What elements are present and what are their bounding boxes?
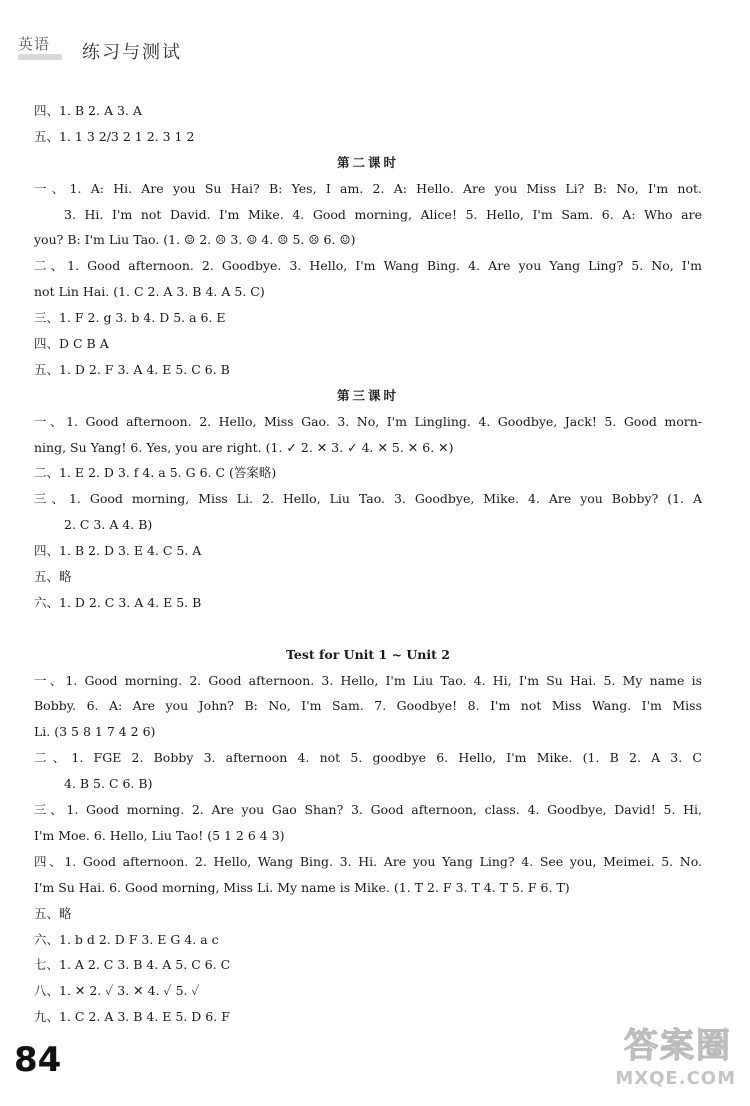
answer-line: 六、1. b d 2. D F 3. E G 4. a c bbox=[34, 931, 219, 947]
answer-line: 二、1. E 2. D 3. f 4. a 5. G 6. C (答案略) bbox=[34, 465, 277, 481]
answer-line: 四、1. B 2. D 3. E 4. C 5. A bbox=[34, 543, 202, 559]
answer-line: I'm Su Hai. 6. Good morning, Miss Li. My name is Mike. (1. T 2. F 3. T 4. T 5. F 6. T) bbox=[34, 879, 570, 895]
answer-line: Bobby. 6. A: Are you John? B: No, I'm Sam. 7. Goodbye! 8. I'm not Miss Wang. I'm Miss bbox=[34, 698, 702, 714]
answer-line: 四、D C B A bbox=[34, 336, 109, 352]
answer-line: 四、1. B 2. A 3. A bbox=[34, 103, 142, 118]
answer-line: 一、1. A: Hi. Are you Su Hai? B: Yes, I am. 2. A: Hello. Are you Miss Li? B: No, I'm not. bbox=[34, 180, 702, 196]
watermark-logo bbox=[606, 1018, 736, 1098]
answer-line: 二、1. FGE 2. Bobby 3. afternoon 4. not 5. goodbye 6. Hello, I'm Mike. (1. B 2. A 3. C bbox=[34, 750, 702, 766]
answer-line: 五、略 bbox=[34, 569, 72, 585]
answer-line: 五、1. D 2. F 3. A 4. E 5. C 6. B bbox=[34, 361, 230, 377]
answer-line: 一、1. Good afternoon. 2. Hello, Miss Gao. 3. No, I'm Lingling. 4. Goodbye, Jack! 5. Good morn- bbox=[34, 413, 702, 429]
answer-line: 三、1. Good morning, Miss Li. 2. Hello, Liu Tao. 3. Goodbye, Mike. 4. Are you Bobby? (1. A bbox=[34, 491, 702, 507]
answer-line: 二、1. Good afternoon. 2. Goodbye. 3. Hello, I'm Wang Bing. 4. Are you Yang Ling? 5. No, I'm bbox=[34, 258, 702, 274]
subject-tag-bar bbox=[18, 54, 62, 60]
answer-line: 五、略 bbox=[34, 905, 72, 921]
page-header bbox=[18, 30, 318, 66]
lesson-heading: 第三课时 bbox=[336, 387, 399, 403]
watermark-url-text: MXQE.COM bbox=[615, 1068, 736, 1089]
answer-line: 九、1. C 2. A 3. B 4. E 5. D 6. F bbox=[34, 1009, 230, 1025]
section-spacer bbox=[34, 616, 702, 642]
test-section-heading: Test for Unit 1 ~ Unit 2 bbox=[286, 646, 450, 662]
answer-line: 三、1. Good morning. 2. Are you Gao Shan? 3. Good afternoon, class. 4. Goodbye, David! 5. Hi, bbox=[34, 802, 702, 818]
answer-line: 八、1. ✕ 2. ✓ 3. ✕ 4. ✓ 5. ✓ bbox=[34, 983, 200, 999]
answer-line: 一、1. Good morning. 2. Good afternoon. 3. Hello, I'm Liu Tao. 4. Hi, I'm Su Hai. 5. My name is bbox=[34, 672, 702, 688]
answer-line: 2. C 3. A 4. B) bbox=[64, 517, 153, 533]
lesson-heading: 第二课时 bbox=[336, 154, 399, 170]
subject-tag: 英语 bbox=[18, 35, 51, 53]
answer-line: 4. B 5. C 6. B) bbox=[64, 776, 153, 792]
answer-line: you? B: I'm Liu Tao. (1. ☺ 2. ☹ 3. ☺ 4. ☹ 5. ☹ 6. ☺) bbox=[34, 232, 356, 248]
book-title: 练习与测试 bbox=[82, 42, 182, 63]
watermark-top-text: 答案圈 bbox=[624, 1026, 732, 1066]
answer-line: 六、1. D 2. C 3. A 4. E 5. B bbox=[34, 594, 202, 610]
answer-line: 七、1. A 2. C 3. B 4. A 5. C 6. C bbox=[34, 957, 231, 973]
page-number: 84 bbox=[14, 1040, 62, 1080]
answer-line: 3. Hi. I'm not David. I'm Mike. 4. Good morning, Alice! 5. Hello, I'm Sam. 6. A: Who are bbox=[64, 206, 702, 222]
answer-line: I'm Moe. 6. Hello, Liu Tao! (5 1 2 6 4 3) bbox=[34, 827, 285, 843]
answer-key-content bbox=[34, 98, 702, 1030]
answer-line: ning, Su Yang! 6. Yes, you are right. (1. ✓ 2. ✕ 3. ✓ 4. ✕ 5. ✕ 6. ✕) bbox=[34, 439, 454, 455]
answer-line: 四、1. Good afternoon. 2. Hello, Wang Bing. 3. Hi. Are you Yang Ling? 4. See you, Meimei. 5. No. bbox=[34, 853, 702, 869]
answer-line: 五、1. 1 3 2/3 2 1 2. 3 1 2 bbox=[34, 128, 195, 144]
answer-line: 三、1. F 2. g 3. b 4. D 5. a 6. E bbox=[34, 310, 226, 326]
answer-line: Li. (3 5 8 1 7 4 2 6) bbox=[34, 724, 156, 740]
answer-line: not Lin Hai. (1. C 2. A 3. B 4. A 5. C) bbox=[34, 284, 265, 300]
